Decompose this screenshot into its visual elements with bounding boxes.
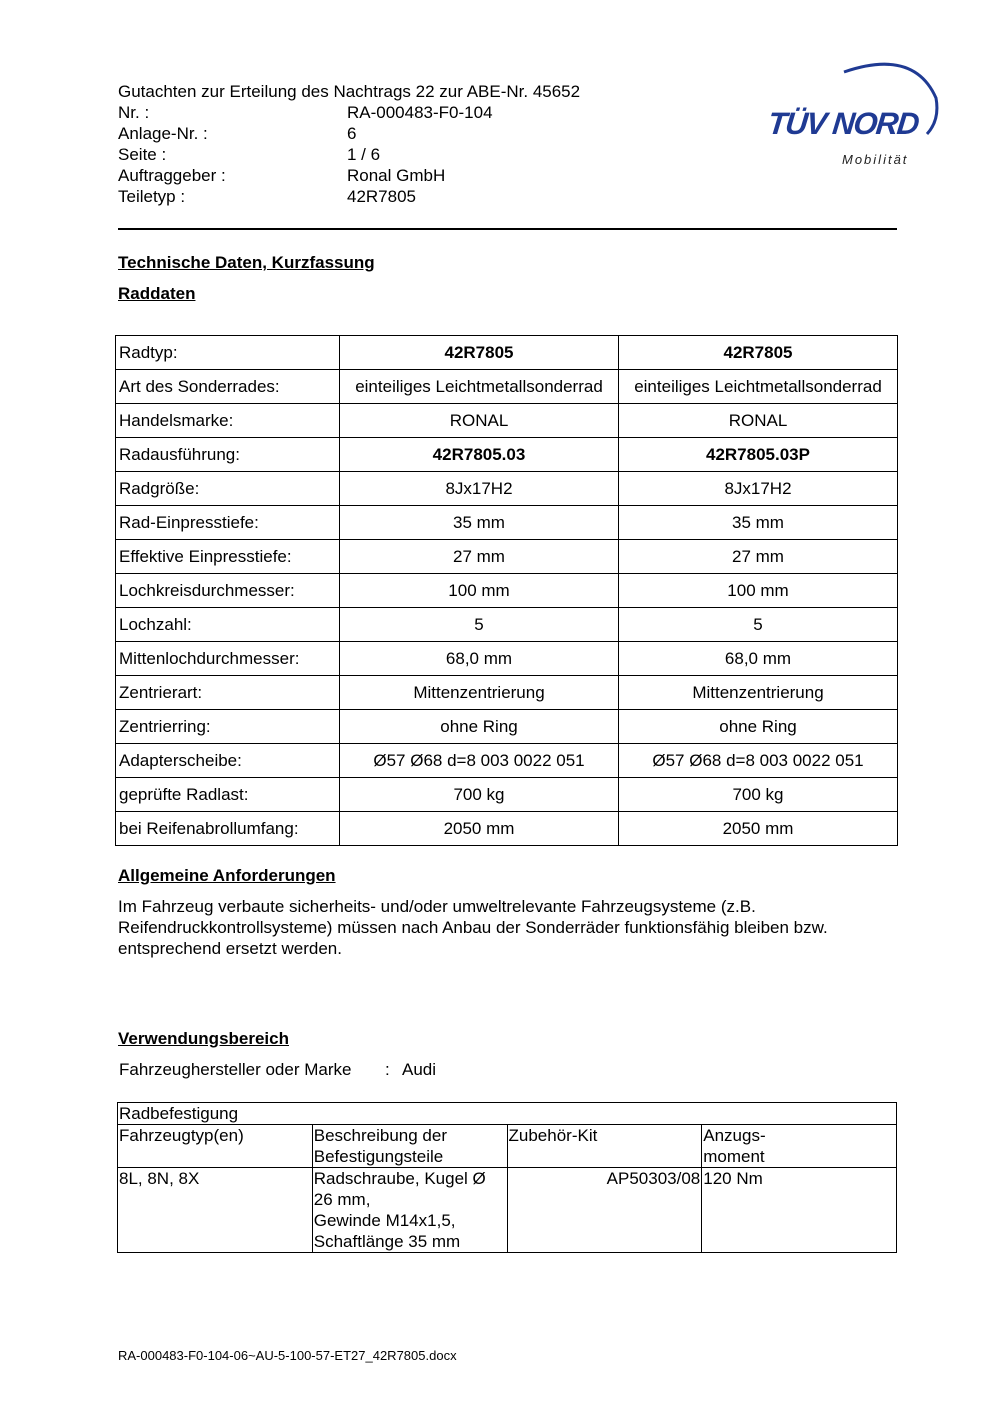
table-row	[116, 506, 898, 540]
header-info-value: Ronal GmbH	[347, 166, 446, 185]
header-info-key: Anlage-Nr. :	[118, 124, 208, 143]
row-label: Rad-Einpresstiefe:	[116, 506, 340, 540]
table-row	[116, 812, 898, 846]
table-header-row	[118, 1125, 897, 1168]
table-row	[116, 438, 898, 472]
header-info-key: Teiletyp :	[118, 187, 186, 206]
raddaten-table	[115, 335, 898, 846]
table-row	[116, 676, 898, 710]
row-label: bei Reifenabrollumfang:	[116, 812, 340, 846]
cell-beschreibung-line1: Radschraube, Kugel Ø 26 mm,	[313, 1169, 486, 1209]
section-heading-raddaten: Raddaten	[118, 284, 196, 303]
row-value-wheel-2: 700 kg	[619, 778, 898, 812]
row-value-wheel-2: ohne Ring	[619, 710, 898, 744]
row-value-wheel-1: 100 mm	[340, 574, 619, 608]
row-value-wheel-1: 35 mm	[340, 506, 619, 540]
row-value-wheel-1: Ø57 Ø68 d=8 003 0022 051	[340, 744, 619, 778]
row-value-wheel-1: einteiliges Leichtmetallsonderrad	[340, 370, 619, 404]
row-label: Lochzahl:	[116, 608, 340, 642]
logo-brand-text: TÜV NORD	[766, 106, 920, 141]
row-value-wheel-1: RONAL	[340, 404, 619, 438]
row-label: Zentrierart:	[116, 676, 340, 710]
row-value-wheel-2: einteiliges Leichtmetallsonderrad	[619, 370, 898, 404]
radbefestigung-table	[117, 1102, 897, 1253]
row-value-wheel-2: 2050 mm	[619, 812, 898, 846]
row-value-wheel-1: 42R7805	[340, 336, 619, 370]
header-anzugsmoment-line2: moment	[703, 1147, 765, 1166]
header-info-key: Nr. :	[118, 103, 150, 122]
header-fahrzeugtyp: Fahrzeugtyp(en)	[118, 1125, 313, 1168]
header-beschreibung: Beschreibung der Befestigungsteile	[312, 1125, 507, 1168]
manufacturer-label: Fahrzeughersteller oder Marke	[119, 1060, 352, 1079]
manufacturer-row	[119, 1059, 436, 1080]
table-row	[116, 642, 898, 676]
section-heading-allgemeine-anforderungen: Allgemeine Anforderungen	[118, 866, 336, 885]
header-info-value: 42R7805	[347, 187, 417, 206]
header-info-table	[118, 102, 493, 207]
row-label: Adapterscheibe:	[116, 744, 340, 778]
row-label: Radausführung:	[116, 438, 340, 472]
logo-subtitle: Mobilität	[842, 152, 909, 167]
table-caption: Radbefestigung	[118, 1103, 897, 1125]
row-label: Radgröße:	[116, 472, 340, 506]
row-value-wheel-1: 700 kg	[340, 778, 619, 812]
row-value-wheel-1: 5	[340, 608, 619, 642]
row-value-wheel-1: 8Jx17H2	[340, 472, 619, 506]
row-label: Mittenlochdurchmesser:	[116, 642, 340, 676]
row-label: Handelsmarke:	[116, 404, 340, 438]
table-row	[116, 336, 898, 370]
row-value-wheel-1: ohne Ring	[340, 710, 619, 744]
row-value-wheel-2: RONAL	[619, 404, 898, 438]
header-info-row	[118, 123, 493, 144]
row-value-wheel-2: 68,0 mm	[619, 642, 898, 676]
cell-beschreibung-line2: Gewinde M14x1,5, Schaftlänge 35 mm	[313, 1211, 461, 1251]
header-info-row	[118, 102, 493, 123]
row-label: Radtyp:	[116, 336, 340, 370]
row-value-wheel-2: Ø57 Ø68 d=8 003 0022 051	[619, 744, 898, 778]
header-divider	[118, 228, 897, 230]
document-title: Gutachten zur Erteilung des Nachtrags 22 zur ABE-Nr. 45652	[118, 82, 581, 101]
header-info-value: 6	[347, 124, 357, 143]
table-row	[116, 404, 898, 438]
row-label: Effektive Einpresstiefe:	[116, 540, 340, 574]
table-row	[116, 778, 898, 812]
footer-filename: RA-000483-F0-104-06~AU-5-100-57-ET27_42R7805.docx	[118, 1348, 457, 1363]
row-value-wheel-2: 27 mm	[619, 540, 898, 574]
header-info-row	[118, 165, 493, 186]
table-row	[116, 608, 898, 642]
table-row	[116, 472, 898, 506]
section-heading-verwendungsbereich: Verwendungsbereich	[118, 1029, 289, 1048]
manufacturer-separator: :	[385, 1060, 390, 1079]
row-value-wheel-2: 5	[619, 608, 898, 642]
tuev-nord-logo	[764, 58, 940, 174]
row-label: Art des Sonderrades:	[116, 370, 340, 404]
section-heading-technische-daten: Technische Daten, Kurzfassung	[118, 253, 375, 272]
header-info-key: Seite :	[118, 145, 167, 164]
row-value-wheel-1: 42R7805.03	[340, 438, 619, 472]
header-anzugsmoment	[702, 1125, 897, 1168]
table-row	[116, 370, 898, 404]
header-info-row	[118, 186, 493, 207]
cell-fahrzeugtyp: 8L, 8N, 8X	[118, 1168, 313, 1253]
header-info-value: RA-000483-F0-104	[347, 103, 493, 122]
manufacturer-value: Audi	[402, 1060, 437, 1079]
row-value-wheel-1: Mittenzentrierung	[340, 676, 619, 710]
row-value-wheel-2: 35 mm	[619, 506, 898, 540]
header-info-row	[118, 144, 493, 165]
allgemeine-anforderungen-text: Im Fahrzeug verbaute sicherheits- und/oder umweltrelevante Fahrzeugsysteme (z.B. Reifendruckkontrollsysteme) müssen nach Anbau der Sonderräder funktionsfähig bleiben bzw. entsprechend ersetzt werden.	[118, 897, 828, 958]
table-caption-row	[118, 1103, 897, 1125]
row-label: Zentrierring:	[116, 710, 340, 744]
header-zubehoer-kit: Zubehör-Kit	[507, 1125, 702, 1168]
table-row	[116, 744, 898, 778]
cell-anzugsmoment: 120 Nm	[702, 1168, 897, 1253]
row-value-wheel-1: 2050 mm	[340, 812, 619, 846]
header-info-value: 1 / 6	[347, 145, 381, 164]
row-label: geprüfte Radlast:	[116, 778, 340, 812]
row-value-wheel-2: 42R7805	[619, 336, 898, 370]
row-value-wheel-2: Mittenzentrierung	[619, 676, 898, 710]
row-value-wheel-2: 100 mm	[619, 574, 898, 608]
row-value-wheel-1: 27 mm	[340, 540, 619, 574]
cell-beschreibung	[312, 1168, 507, 1253]
header-info-key: Auftraggeber :	[118, 166, 226, 185]
row-value-wheel-2: 8Jx17H2	[619, 472, 898, 506]
table-row	[118, 1168, 897, 1253]
table-row	[116, 574, 898, 608]
row-value-wheel-2: 42R7805.03P	[619, 438, 898, 472]
row-value-wheel-1: 68,0 mm	[340, 642, 619, 676]
table-row	[116, 540, 898, 574]
table-row	[116, 710, 898, 744]
cell-zubehoer-kit: AP50303/08	[507, 1168, 702, 1253]
header-anzugsmoment-line1: Anzugs-	[703, 1126, 766, 1145]
row-label: Lochkreisdurchmesser:	[116, 574, 340, 608]
